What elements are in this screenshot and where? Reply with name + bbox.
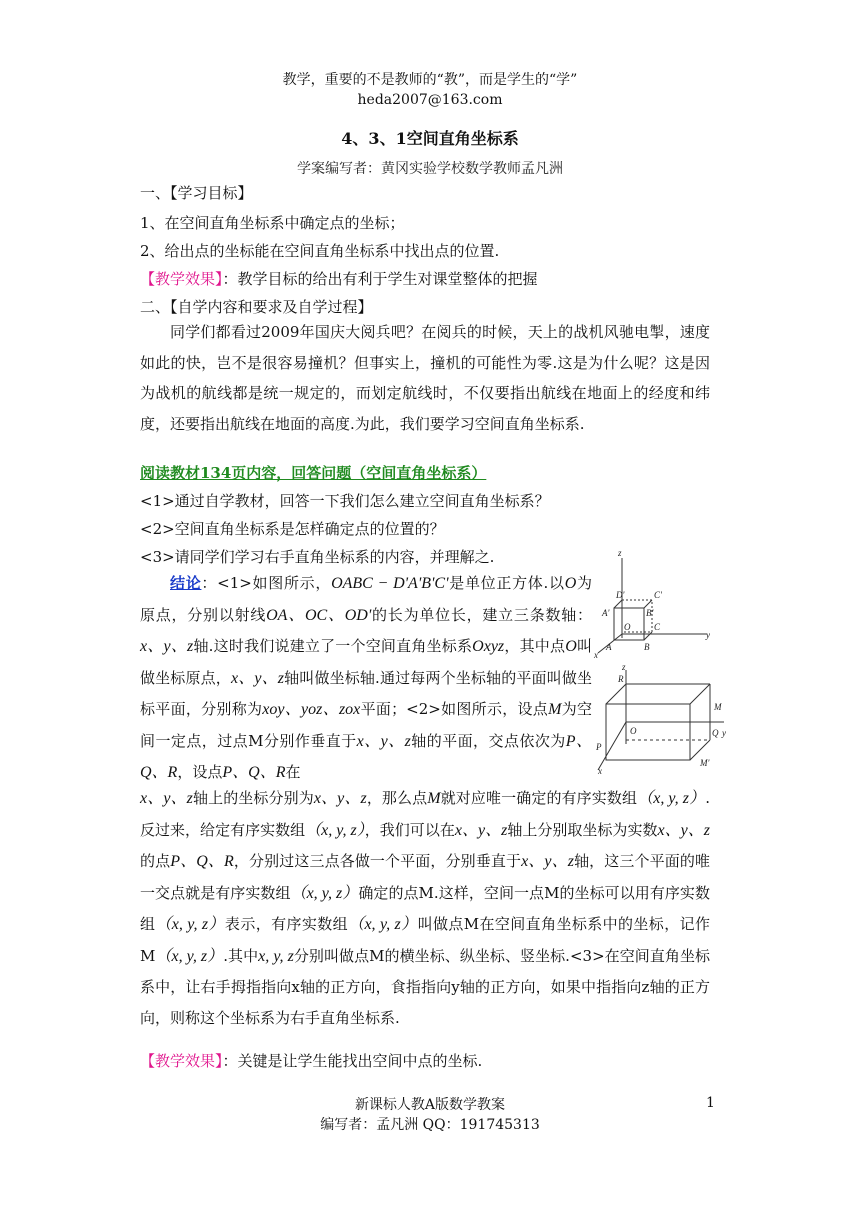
fig2-label-r: R [618, 674, 624, 684]
point-m-figure [592, 662, 732, 774]
fig1-label-c: C [654, 622, 661, 632]
fig2-label-q: Q [712, 728, 719, 738]
footer-line-1: 新课标人教A版数学教案 [354, 1097, 506, 1113]
effect-1-tag: 【教学效果】 [140, 270, 223, 288]
effect-1-text: ：教学目标的给出有利于学生对课堂整体的把握 [222, 270, 538, 288]
fig2-label-p: P [596, 742, 602, 752]
fig2-label-m: M [714, 702, 722, 712]
header-email: heda2007@163.com [357, 92, 503, 108]
fig1-label-b: B [644, 642, 650, 652]
fig1-label-z: z [618, 548, 622, 558]
footer-line-2: 编写者：孟凡洲 QQ：191745313 [320, 1117, 540, 1133]
fig1-label-aprime: A' [602, 608, 610, 618]
fig2-label-x: x [598, 766, 602, 774]
fig1-label-y: y [706, 630, 710, 640]
fig2-label-y: y [722, 728, 726, 738]
intro-text: 同学们都看过2009年国庆大阅兵吧？在阅兵的时候，天上的战机风驰电掣，速度如此的快，岂不是很容易撞机？但事实上，撞机的可能性为零.这是为什么呢？这是因为战机的航线都是统一规定的，而划定航线时，不仅要指出航线在地面上的经度和纬度，还要指出航线在地面的高度.为此，我们要学习空间直角坐标系. [140, 323, 710, 433]
effect-2 [140, 1050, 720, 1072]
fig2-label-z: z [622, 662, 626, 672]
section2-heading: 二、【自学内容和要求及自学过程】 [140, 298, 373, 316]
fig2-label-mprime: M' [700, 758, 710, 768]
unit-cube-figure [592, 548, 722, 658]
fig1-label-a: A [606, 642, 612, 652]
question-2: <2>空间直角坐标系是怎样确定点的位置的？ [140, 520, 445, 538]
page-number: 1 [706, 1095, 715, 1111]
section1-heading: 一、【学习目标】 [140, 184, 253, 202]
conclusion-label: 结论 [170, 574, 202, 592]
effect-2-tag: 【教学效果】 [140, 1052, 223, 1070]
doc-author: 学案编写者：黄冈实验学校数学教师孟凡洲 [297, 161, 563, 177]
fig1-label-x: x [594, 650, 598, 658]
effect-2-text: ：关键是让学生能找出空间中点的坐标. [222, 1052, 483, 1070]
goal-1: 1、在空间直角坐标系中确定点的坐标； [140, 214, 405, 232]
fig2-label-o: O [630, 726, 637, 736]
doc-title: 4、3、1空间直角坐标系 [341, 129, 519, 148]
intro-paragraph [140, 317, 710, 439]
question-3: <3>请同学们学习右手直角坐标系的内容，并理解之. [140, 548, 495, 566]
effect-1 [140, 268, 720, 290]
fig1-label-cprime: C' [654, 590, 662, 600]
header-motto: 教学，重要的不是教师的“教”，而是学生的“学” [282, 72, 578, 88]
question-1: <1>通过自学教材，回答一下我们怎么建立空间直角坐标系？ [140, 492, 550, 510]
conclusion-paragraph-wide: x、y、z轴上的坐标分别为x、y、z，那么点M就对应唯一确定的有序实数组（x, y, z）.反过来，给定有序实数组（x, y, z），我们可以在x、y、z轴上分别取坐标为实数x、y、z的点P、Q、R，分别过这三点各做一个平面，分别垂直于x、y、z轴，这三个平面的唯一交点就是有序实数组（x, y, z）确定的点M.这样，空间一点M的坐标可以用有序实数组（x, y, z）表示，有序实数组（x, y, z）叫做点M在空间直角坐标系中的坐标，记作M（x, y, z）.其中x, y, z分别叫做点M的横坐标、纵坐标、竖坐标.<3>在空间直角坐标系中，让右手拇指指向x轴的正方向，食指指向y轴的正方向，如果中指指向z轴的正方向，则称这个坐标系为右手直角坐标系. [140, 789, 710, 1027]
conclusion-paragraph-narrow: 结论：<1>如图所示，OABC − D'A'B'C'是单位正方体.以O为原点，分别以射线OA、OC、OD'的长为单位长，建立三条数轴：x、y、z轴.这时我们说建立了一个空间直角坐标系Oxyz，其中点O叫做坐标原点，x、y、z轴叫做坐标轴.通过每两个坐标轴的平面叫做坐标平面，分别称为xoy、yoz、zox平面；<2>如图所示，设点M为空间一定点，过点M分别作垂直于x、y、z轴的平面，交点依次为P、Q、R，设点P、Q、R在 [140, 574, 592, 781]
goal-2: 2、给出点的坐标能在空间直角坐标系中找出点的位置. [140, 242, 500, 260]
fig1-label-bprime: B' [646, 608, 654, 618]
fig1-label-dprime: D' [616, 590, 625, 600]
fig2-x-axis [598, 722, 626, 770]
fig1-label-o: O [624, 622, 631, 632]
reading-instruction: 阅读教材134页内容，回答问题（空间直角坐标系） [140, 464, 487, 482]
box-front [606, 704, 690, 760]
